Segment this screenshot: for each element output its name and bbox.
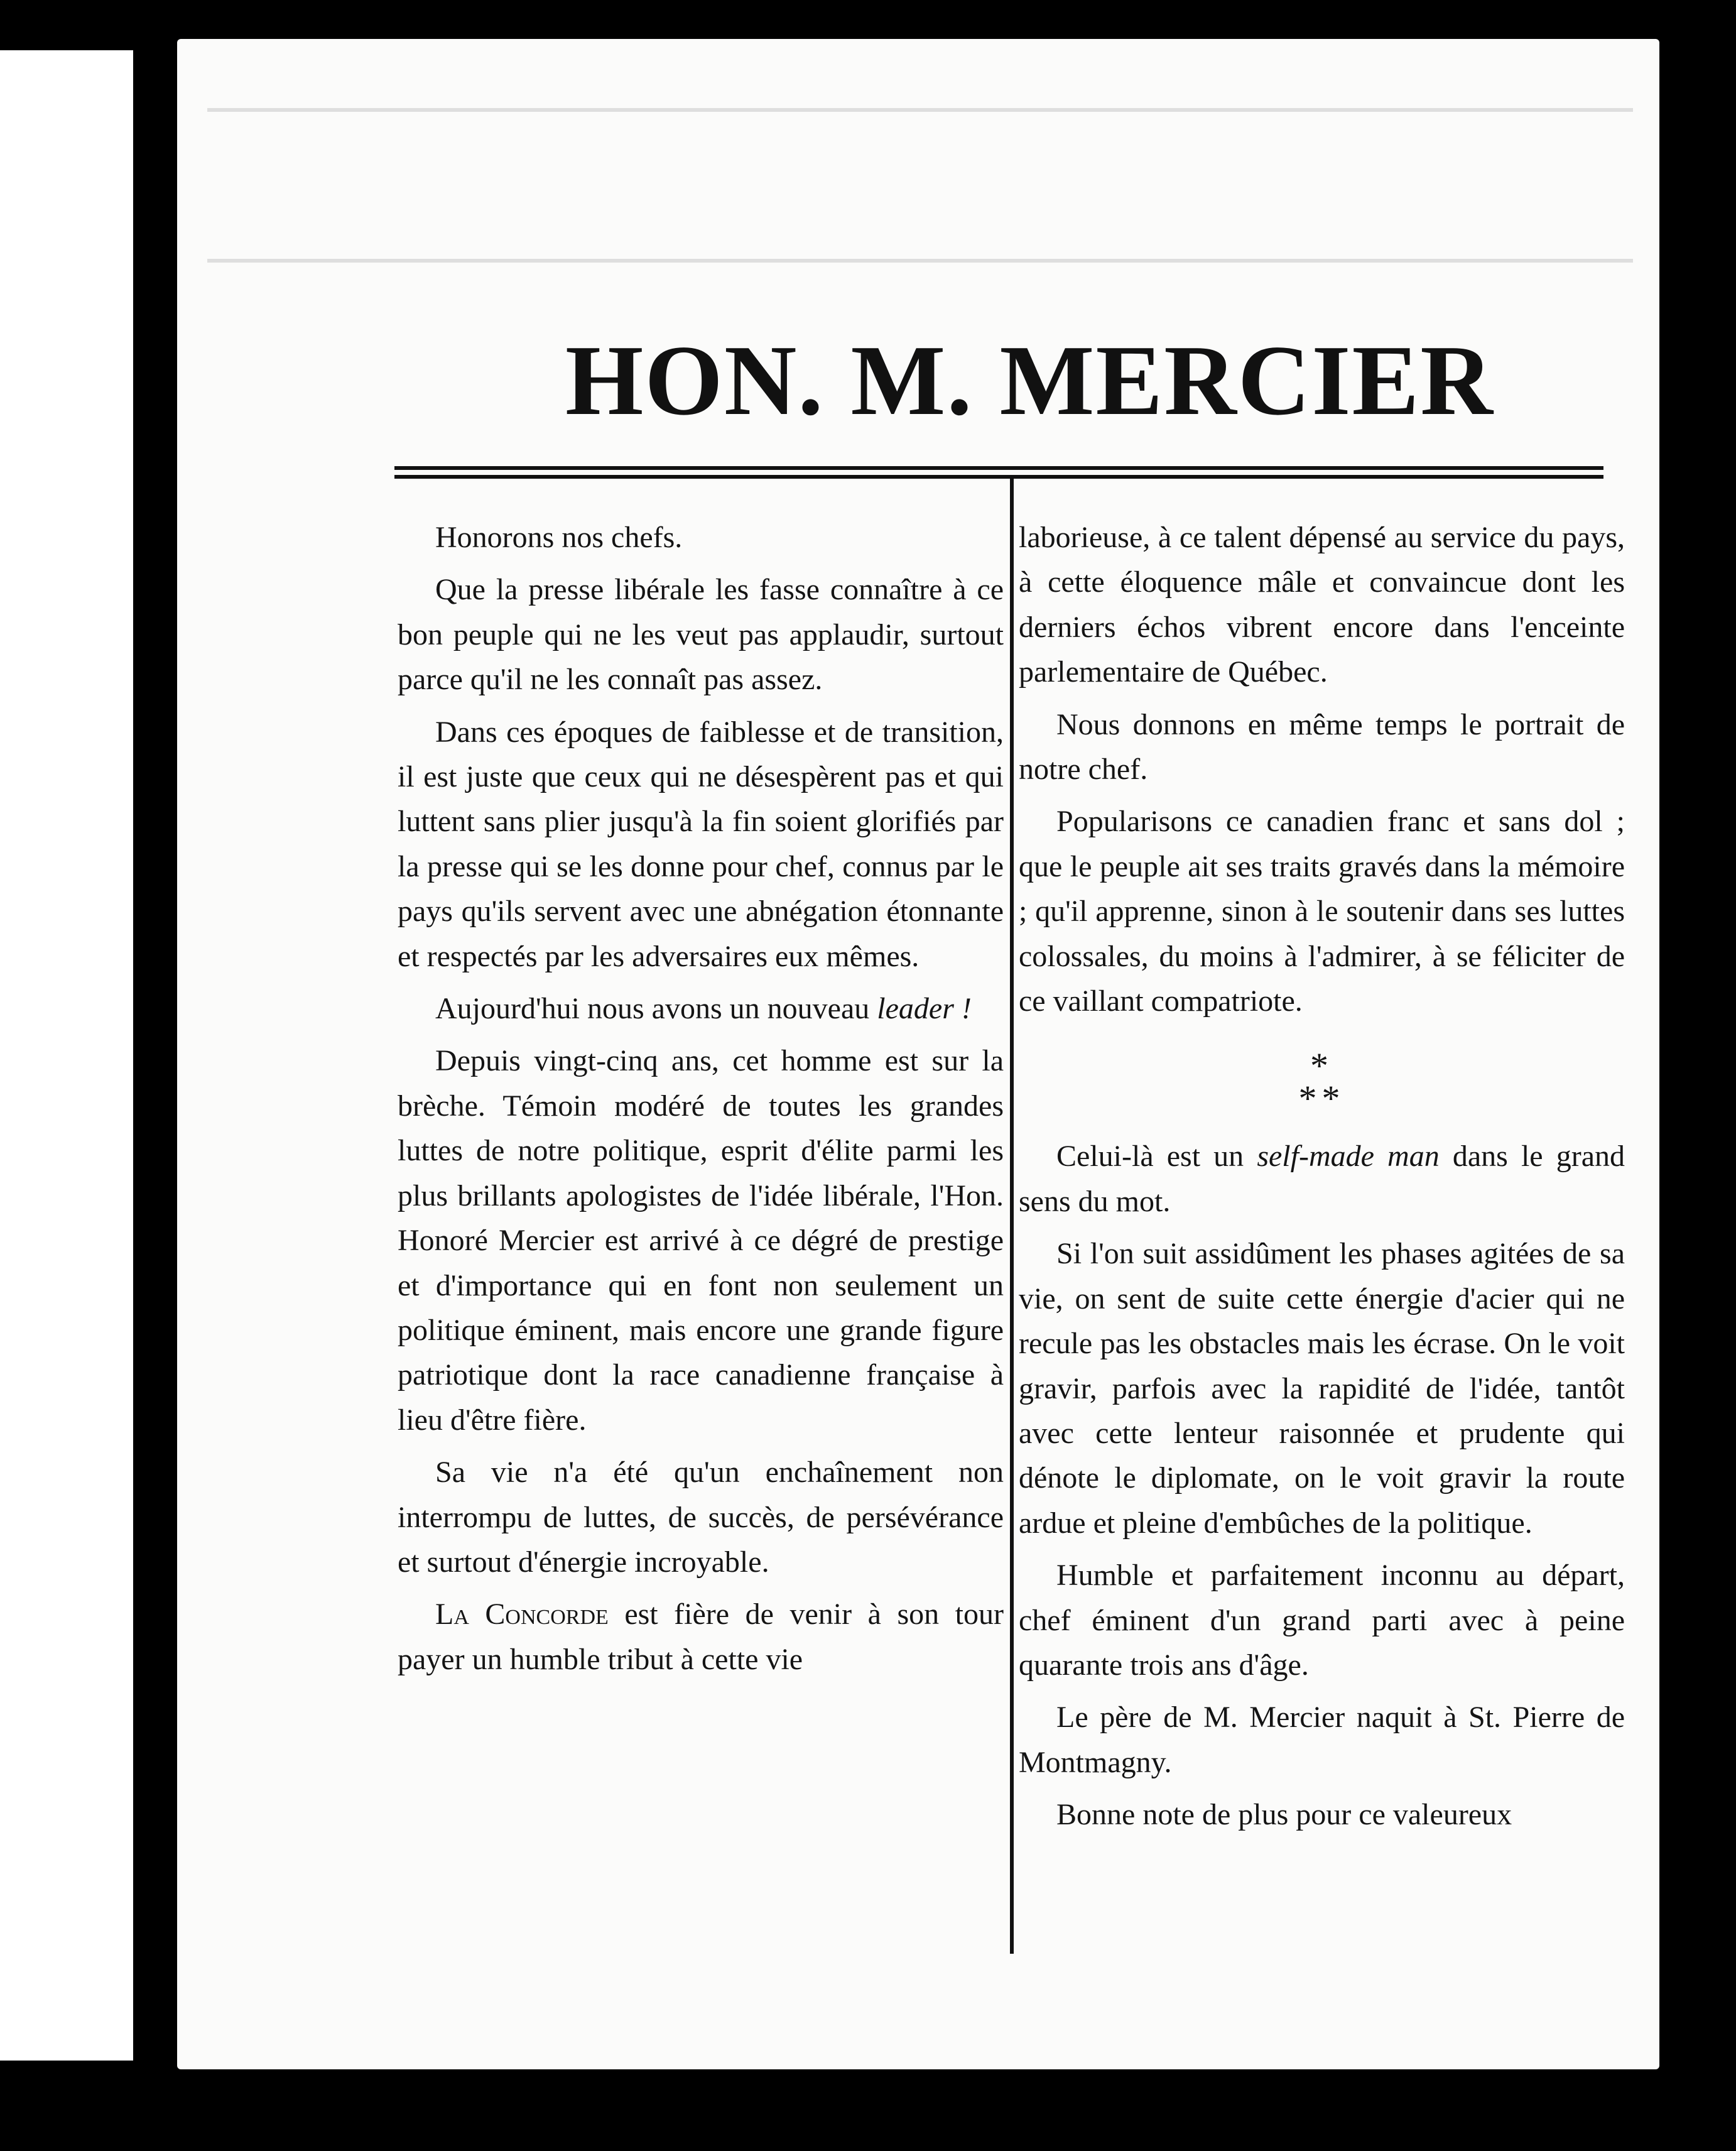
paragraph: Que la presse libérale les fasse connaître à ce bon peuple qui ne les veut pas applaudir, surtout parce qu'il ne les connaît pas assez. <box>398 573 1004 697</box>
italic-leader: leader ! <box>877 992 972 1026</box>
paragraph-text: dans le grand sens du mot. <box>1019 1140 1625 1218</box>
column-divider <box>1010 477 1014 1954</box>
paragraph: Nous donnons en même temps le portrait de notre chef. <box>1019 707 1625 787</box>
paragraph <box>398 986 1004 1031</box>
asterism-left: * <box>1298 1078 1322 1119</box>
paragraph-text: Celui-là est un <box>1056 1140 1244 1174</box>
paragraph: Humble et parfaitement inconnu au départ, chef éminent d'un grand parti avec à peine quarante trois ans d'âge. <box>1019 1559 1625 1682</box>
paragraph: Bonne note de plus pour ce valeureux <box>1056 1798 1512 1832</box>
title-rule-bottom <box>394 475 1603 479</box>
paragraph <box>398 1592 1004 1682</box>
paragraph: Sa vie n'a été qu'un enchaînement non interrompu de luttes, de succès, de persévérance et surtout d'énergie incroyable. <box>398 1456 1004 1579</box>
paragraph-text: Aujourd'hui nous avons un nouveau <box>435 992 870 1026</box>
right-column <box>1019 515 1625 1845</box>
page-edge-shadow <box>1659 39 1684 2069</box>
paragraph: Le père de M. Mercier naquit à St. Pierre de Montmagny. <box>1019 1701 1625 1779</box>
paragraph: Dans ces époques de faiblesse et de transition, il est juste que ceux qui ne désespèrent pas et qui luttent sans plier jusqu'à la fin soient glorifiés par la presse qui se les donne pour chef, connus par le pays qu'ils servent avec une abnégation étonnante et respectés par les adversaires eux mêmes. <box>398 715 1004 973</box>
bleed-through-line <box>207 259 1633 263</box>
asterism-right: * <box>1321 1078 1345 1119</box>
paragraph: Popularisons ce canadien franc et sans dol ; que le peuple ait ses traits gravés dans la mémoire ; qu'il apprenne, sinon à le soutenir dans ses luttes colossales, du moins à l'admirer, à se féliciter de ce vaillant compatriote. <box>1019 805 1625 1018</box>
paragraph <box>1019 1134 1625 1224</box>
paragraph: Honorons nos chefs. <box>435 521 683 554</box>
left-column <box>398 515 1004 1689</box>
paragraph: Depuis vingt-cinq ans, cet homme est sur la brèche. Témoin modéré de toutes les grandes luttes de notre politique, esprit d'élite parmi les plus brillants apologistes de l'idée libérale, l'Hon. Honoré Mercier est arrivé à ce dégré de prestige et d'importance qui en font non seulement un politique éminent, mais encore une grande figure patriotique dont la race canadienne française à lieu d'être fière. <box>398 1044 1004 1437</box>
newspaper-name: La Concorde <box>435 1598 609 1631</box>
article-title: HON. M. MERCIER <box>565 324 1494 436</box>
adjacent-page <box>0 50 151 2061</box>
paragraph: Si l'on suit assidûment les phases agitées de sa vie, on sent de suite cette énergie d'acier qui ne recule pas les obstacles mais les écrase. On le voit gravir, parfois avec la rapidité de l'idée, tantôt avec cette lenteur raisonnée et prudente qui dénote le diplomate, on le voit gravir la route ardue et pleine d'embûches de la politique. <box>1019 1237 1625 1540</box>
asterism-bottom <box>1019 1078 1625 1119</box>
title-rule-top <box>394 466 1603 470</box>
bleed-through-line <box>207 108 1633 112</box>
paragraph: laborieuse, à ce talent dépensé au service du pays, à cette éloquence mâle et convaincue dont les derniers échos vibrent encore dans l'enceinte parlementaire de Québec. <box>1019 521 1625 689</box>
asterism-top: * <box>1310 1045 1333 1087</box>
paragraph-text: est fière de venir à son tour payer un humble tribut à cette vie <box>398 1598 1004 1676</box>
asterism-separator <box>1019 1045 1625 1119</box>
binding-shadow <box>133 50 183 2061</box>
italic-phrase: self-made man <box>1257 1140 1440 1174</box>
